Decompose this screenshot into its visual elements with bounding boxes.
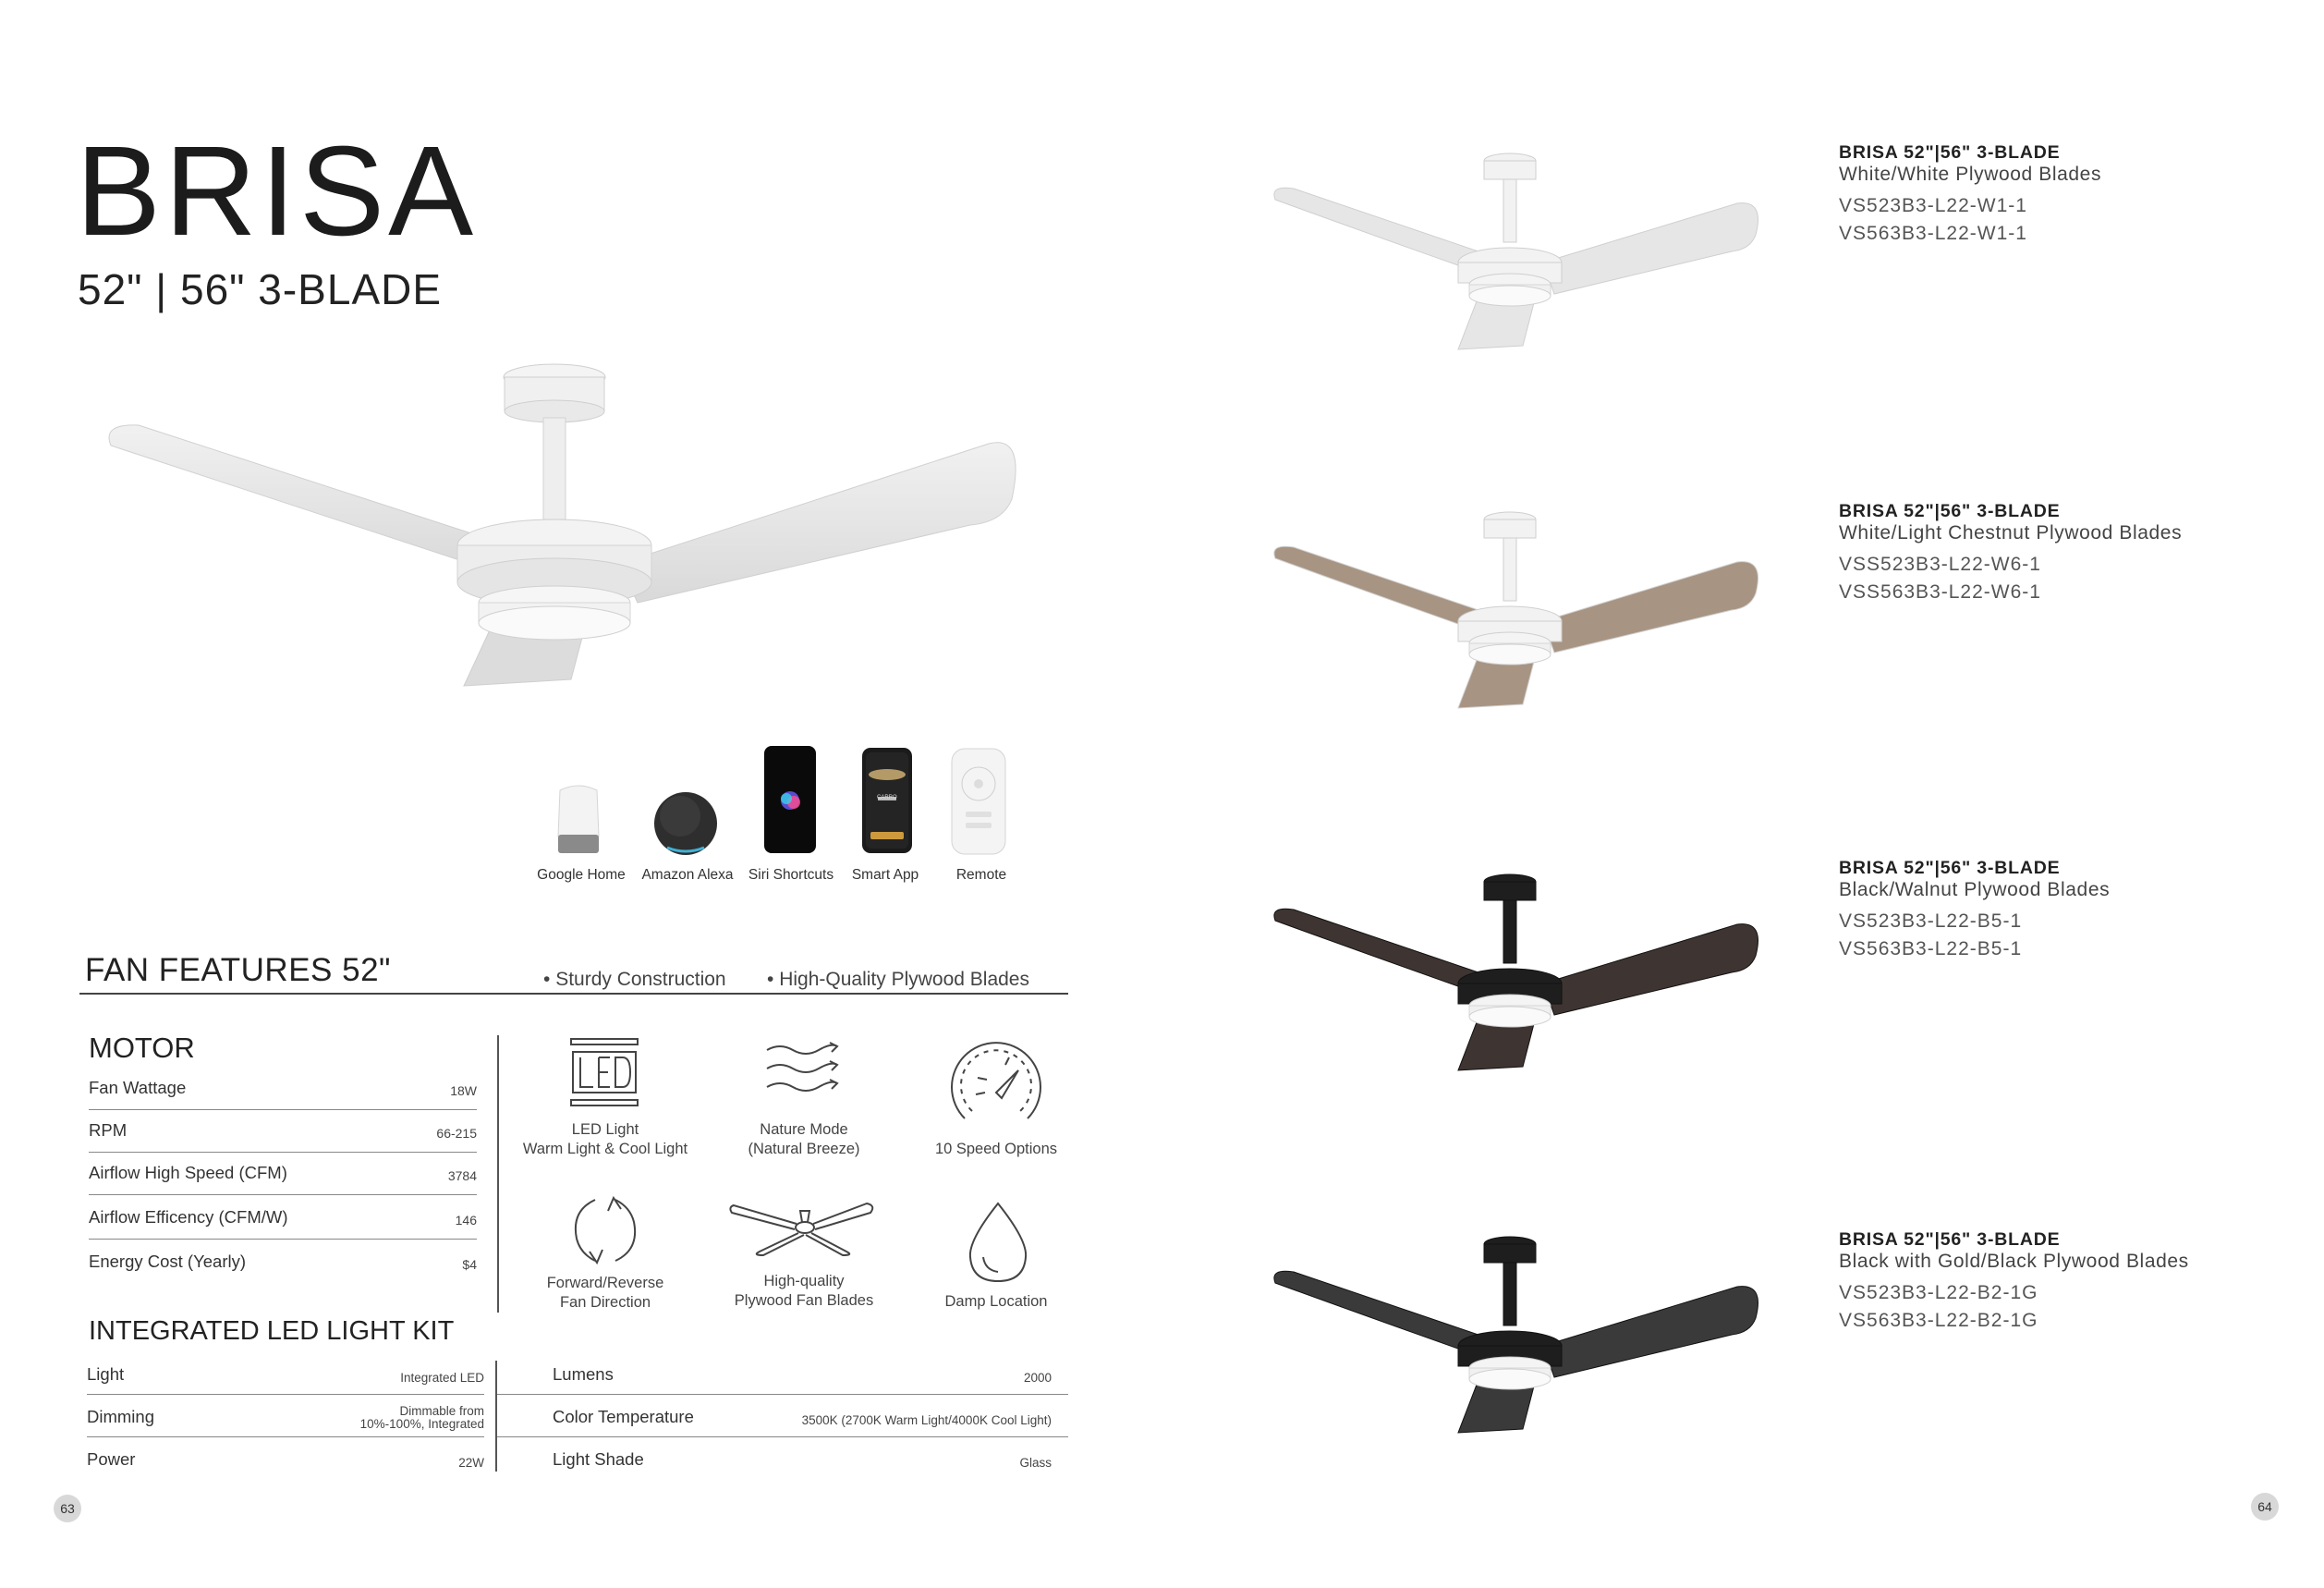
left-blade — [1274, 546, 1478, 629]
variant-name: BRISA 52"|56" 3-BLADE — [1839, 501, 2061, 521]
water-drop-icon — [965, 1200, 1031, 1285]
remote-icon — [950, 747, 1007, 861]
variant-sku-list — [1839, 1279, 2189, 1335]
smart-label-smart-app: Smart App — [851, 867, 919, 883]
variant-sku: VS563B3-L22-B2-1G — [1839, 1310, 2038, 1331]
page-number-right: 64 — [2251, 1493, 2279, 1521]
page-number-left: 63 — [54, 1495, 81, 1522]
spec-row — [89, 1111, 477, 1153]
led-row — [87, 1396, 484, 1437]
led-row — [497, 1353, 1068, 1395]
feature-bullet-1-text: Sturdy Construction — [555, 969, 726, 990]
led-row — [87, 1353, 484, 1395]
variant-black-gold — [1839, 1229, 2189, 1335]
feature-reverse-line1: Forward/Reverse — [546, 1275, 664, 1291]
smart-label-remote: Remote — [955, 867, 1007, 883]
variant-description: Black/Walnut Plywood Blades — [1839, 879, 2111, 900]
motor-divider — [497, 1035, 499, 1313]
feature-speed — [904, 1140, 1089, 1159]
right-blade — [1543, 1287, 1758, 1377]
led-row — [497, 1396, 1068, 1437]
variant-sku: VSS523B3-L22-W6-1 — [1839, 554, 2041, 575]
variant-sku: VS523B3-L22-W1-1 — [1839, 195, 2027, 216]
fan-blades-icon — [726, 1198, 883, 1257]
google-home-icon — [553, 781, 604, 860]
smart-label-amazon-alexa: Amazon Alexa — [641, 867, 734, 883]
variant-sku: VS563B3-L22-W1-1 — [1839, 223, 2027, 244]
variant-sku: VS563B3-L22-B5-1 — [1839, 938, 2023, 959]
wind-icon — [763, 1041, 843, 1102]
smart-label-google-home: Google Home — [537, 867, 626, 883]
led-label: Dimming — [87, 1407, 154, 1426]
spec-row — [89, 1154, 477, 1195]
feature-plywood — [712, 1272, 896, 1311]
led-label: Light — [87, 1364, 125, 1384]
fan-body-part — [1503, 538, 1516, 601]
siri-shortcuts-icon — [763, 745, 817, 859]
spec-row — [89, 1198, 477, 1240]
variant-sku-list — [1839, 551, 2182, 606]
spec-label: Fan Wattage — [89, 1078, 187, 1097]
variant-name: BRISA 52"|56" 3-BLADE — [1839, 1229, 2061, 1250]
led-light-icon — [567, 1037, 641, 1107]
motor-title: MOTOR — [89, 1032, 195, 1064]
left-blade — [1274, 188, 1478, 270]
led-label: Lumens — [553, 1364, 614, 1384]
variant-name: BRISA 52"|56" 3-BLADE — [1839, 858, 2061, 878]
led-value: 3500K (2700K Warm Light/4000K Cool Light) — [801, 1413, 1052, 1427]
feature-led — [513, 1120, 698, 1159]
led-kit-title: INTEGRATED LED LIGHT KIT — [89, 1316, 455, 1346]
variant-description: Black with Gold/Black Plywood Blades — [1839, 1251, 2189, 1272]
feature-damp-line1: Damp Location — [944, 1293, 1048, 1310]
led-value-line1: Dimmable from — [399, 1404, 484, 1418]
hero-fan-image — [102, 360, 1026, 702]
feature-bullet-2-text: High-Quality Plywood Blades — [779, 969, 1029, 990]
spec-label: RPM — [89, 1120, 128, 1140]
fan-body-part — [1469, 644, 1551, 665]
product-subtitle: 52" | 56" 3-BLADE — [78, 265, 443, 313]
feature-nature-mode — [712, 1120, 896, 1159]
spec-value: 18W — [450, 1083, 477, 1098]
fan-body-part — [1484, 161, 1536, 179]
feature-led-line2: Warm Light & Cool Light — [522, 1141, 688, 1157]
feature-bullet-1: • Sturdy Construction — [543, 969, 726, 990]
feature-plywood-line1: High-quality — [763, 1273, 845, 1289]
fan-body-part — [1484, 519, 1536, 538]
led-label: Color Temperature — [553, 1407, 694, 1426]
spec-label: Energy Cost (Yearly) — [89, 1252, 246, 1271]
variant-sku-list — [1839, 908, 2110, 963]
spec-value: 3784 — [447, 1168, 477, 1183]
spec-label: Airflow High Speed (CFM) — [89, 1163, 287, 1182]
features-divider — [79, 993, 1068, 995]
left-blade — [1274, 1271, 1478, 1353]
product-title: BRISA — [76, 120, 478, 263]
spec-label: Airflow Efficency (CFM/W) — [89, 1207, 288, 1227]
smart-app-icon — [861, 747, 913, 859]
fan-body-part — [1469, 286, 1551, 306]
led-value: 2000 — [1023, 1371, 1052, 1385]
led-row — [497, 1438, 1068, 1479]
variant-sku: VS523B3-L22-B2-1G — [1839, 1282, 2038, 1303]
spec-value: $4 — [462, 1257, 477, 1272]
smart-app-brand: CARRO — [877, 795, 897, 800]
fan-body-part — [1469, 1369, 1551, 1389]
right-blade — [1543, 562, 1758, 653]
spec-value: 146 — [455, 1213, 477, 1228]
spec-value: 66-215 — [436, 1126, 477, 1141]
variant-sku: VS523B3-L22-B5-1 — [1839, 910, 2023, 932]
fan-body-part — [1503, 179, 1516, 242]
led-value: Glass — [1019, 1456, 1052, 1470]
variant-description: White/White Plywood Blades — [1839, 164, 2102, 185]
feature-led-line1: LED Light — [571, 1121, 639, 1138]
feature-damp — [904, 1292, 1089, 1312]
feature-speed-line1: 10 Speed Options — [934, 1141, 1058, 1157]
amazon-alexa-icon — [652, 790, 719, 861]
led-label: Power — [87, 1449, 136, 1469]
fan-features-title: FAN FEATURES 52" — [85, 952, 391, 988]
fan-body-part — [1469, 1007, 1551, 1027]
variant-name: BRISA 52"|56" 3-BLADE — [1839, 142, 2061, 163]
reverse-arrows-icon — [567, 1192, 643, 1268]
led-value: Integrated LED — [400, 1371, 484, 1385]
fan-body-part — [1484, 1244, 1536, 1263]
feature-bullet-2: • High-Quality Plywood Blades — [767, 969, 1029, 990]
led-value — [360, 1405, 484, 1431]
spec-row — [89, 1069, 477, 1110]
variant-sku-list — [1839, 192, 2101, 248]
variant-chestnut — [1839, 501, 2182, 606]
fan-body-part — [1503, 1263, 1516, 1325]
variant-white — [1839, 142, 2101, 248]
led-value: 22W — [458, 1456, 484, 1470]
smart-label-siri-shortcuts: Siri Shortcuts — [748, 867, 834, 883]
led-row — [87, 1438, 484, 1479]
led-value-line2: 10%-100%, Integrated — [359, 1417, 484, 1431]
left-blade — [1274, 909, 1478, 991]
led-label: Light Shade — [553, 1449, 644, 1469]
right-blade — [1543, 203, 1758, 294]
feature-nature-line1: Nature Mode — [760, 1121, 848, 1138]
variant-sku: VSS563B3-L22-W6-1 — [1839, 581, 2041, 603]
variant-walnut — [1839, 858, 2110, 963]
feature-reverse-line2: Fan Direction — [559, 1294, 651, 1311]
feature-reverse — [513, 1274, 698, 1313]
fan-image-black-gold — [1266, 1231, 1783, 1435]
right-blade — [1543, 924, 1758, 1015]
speedometer-icon — [944, 1037, 1048, 1130]
variant-description: White/Light Chestnut Plywood Blades — [1839, 522, 2183, 544]
feature-nature-line2: (Natural Breeze) — [748, 1141, 860, 1157]
fan-image-walnut — [1266, 869, 1783, 1072]
fan-image-white — [1266, 148, 1783, 351]
fan-image-chestnut — [1266, 507, 1783, 710]
feature-plywood-line2: Plywood Fan Blades — [734, 1292, 874, 1309]
fan-body-part — [1484, 882, 1536, 900]
fan-body-part — [1503, 900, 1516, 963]
spec-row — [89, 1242, 477, 1283]
